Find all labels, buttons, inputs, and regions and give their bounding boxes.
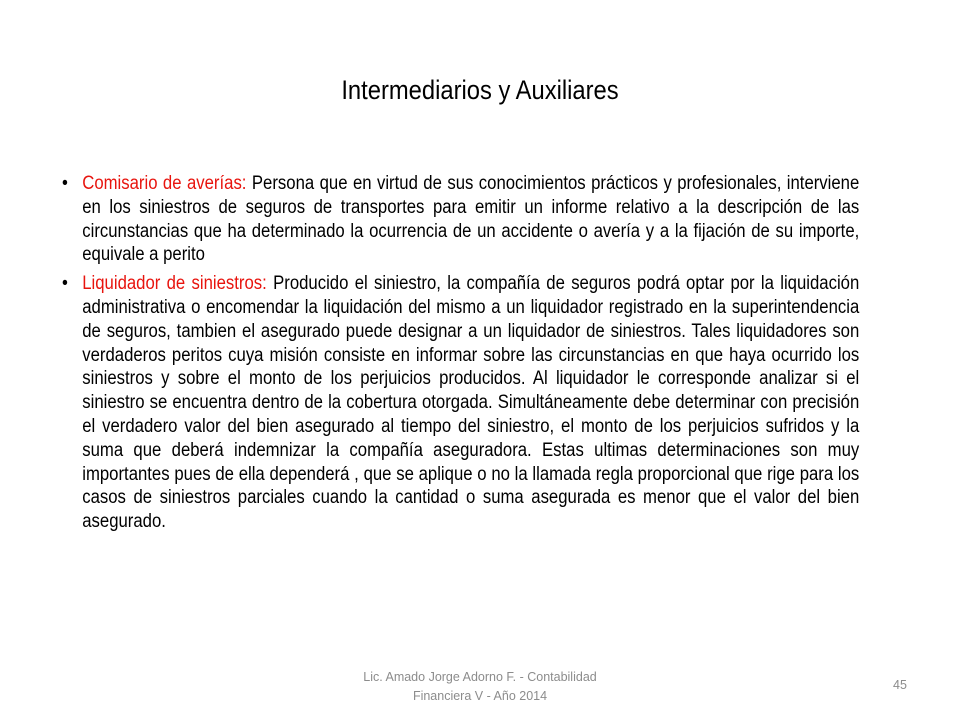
footer-author	[325, 668, 635, 706]
bullet-item-comisario	[62, 172, 859, 267]
bullet-term: Liquidador de siniestros:	[82, 273, 267, 295]
bullet-item-liquidador	[62, 272, 859, 534]
page-number: 45	[893, 678, 907, 692]
bullet-text: Persona que en virtud de sus conocimientos prácticos y profesionales, interviene en los siniestros de seguros de transportes para emitir un informe relativo a la descripción de las circunstancias que ha determinado la ocurrencia de un accidente o avería y a la fijación de su importe, equivale a perito	[82, 173, 860, 266]
slide-title: Intermediarios y Auxiliares	[341, 75, 619, 105]
bullet-term: Comisario de averías:	[82, 173, 247, 194]
bullet-icon: •	[62, 173, 68, 194]
bullet-list	[62, 172, 859, 534]
bullet-icon: •	[62, 273, 68, 295]
footer-line-1: Lic. Amado Jorge Adorno F. - Contabilidad	[363, 670, 597, 684]
bullet-text: Producido el siniestro, la compañía de seguros podrá optar por la liquidación administrativa o encomendar la liquidación del mismo a un liquidador registrado en la superintendencia de seguros, tambien el asegurado puede designar a un liquidador de siniestros. Tales liquidadores son verdaderos peritos cuya misión consiste en informar sobre las circunstancias en que haya ocurrido los siniestros y sobre el monto de los perjuicios producidos. Al liquidador le corresponde analizar si el siniestro se encuentra dentro de la cobertura otorgada. Simultáneamente debe determinar con precisión el verdadero valor del bien asegurado al tiempo del siniestro, el monto de los perjuicios sufridos y la suma que deberá indemnizar la compañía aseguradora. Estas ultimas determinaciones son muy importantes pues de ella dependerá , que se aplique o no la llamada regla proporcional que rige para los casos de siniestros parciales cuando la cantidad o suma asegurada es menor que el valor del bien asegurado.	[82, 273, 860, 533]
footer-line-2: Financiera V - Año 2014	[412, 689, 548, 703]
